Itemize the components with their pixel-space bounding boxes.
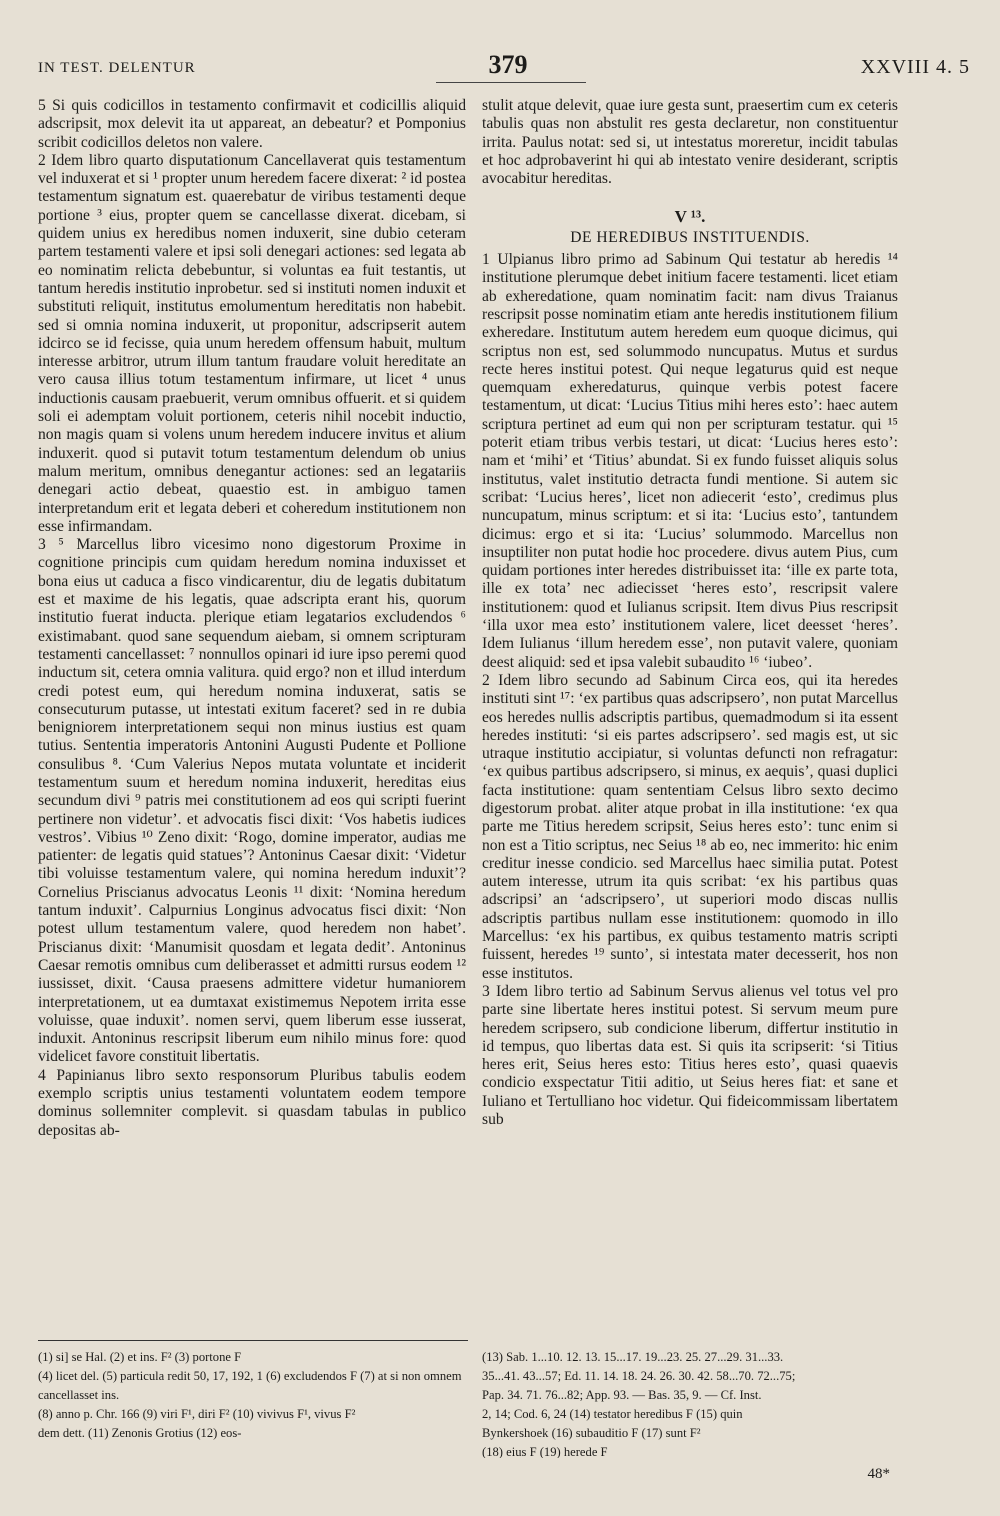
footnote-line: (18) eius F (19) herede F <box>482 1445 608 1458</box>
paragraph: stulit atque delevit, quae iure gesta sunt, praesertim cum ex ceteris tabulis quas non abstulit res gesta declaretur, non constituentur irrita. Paulus notat: sed si, ut intestatus moreretur, incidit tabulas et hoc adprobaverint hi qui ab intestato venire desiderant, scriptis avocabitur hereditas. <box>482 97 898 188</box>
left-footnotes <box>38 1348 466 1458</box>
signature-mark: 48* <box>867 1466 890 1482</box>
footnote-line: (1) si] se Hal. (2) et ins. F² (3) portone F <box>38 1350 242 1364</box>
footnote-line: Pap. 34. 71. 76...82; App. 93. — Bas. 35, 9. — Cf. Inst. <box>482 1388 762 1402</box>
footnote-line: dem dett. (11) Zenonis Grotius (12) eos- <box>38 1426 242 1440</box>
page-number: 379 <box>488 50 528 79</box>
section-reference: XXVIII 4. 5 <box>860 56 970 78</box>
running-header <box>38 50 970 90</box>
paragraph: 2 Idem libro quarto disputationum Cancellaverat quis testamentum vel induxerat et si ¹ propter unum heredem facere dixerat: ² id postea testamentum signatum est. quaerebatur de viribus testamenti deque portione ³ eius, propter quem se cancellasse dixerat. dicebam, si quidem unius ex heredibus nomen induxerit, sine dubio ceteram partem testamenti valere et ipsi soli denegari actiones: sed legata ab eo nominatim relicta debebuntur, si voluntas ea fuit testantis, ut tantum heredis institutio inprobetur. sed si instituti nomen induxit et substituti reliquit, institutus emolumentum hereditatis non habebit. sed si omnia nomina induxerit, ut proponitur, adscripserit autem idcirco se id fecisse, quia unum heredem offensum habuit, multum interesse arbitror, utrum illum tantum fraudare voluit hereditate an vero causa illius totum testamentum infirmare, ut licet ⁴ unus inductionis causam praebuerit, verum omnibus offuerit. et si quidem soli ei ademptam voluit portionem, ceteris nihil nocebit inductio, non magis quam si volens unum heredem inducere invitus et alium induxerit. quod si putavit totum testamentum delendum ob unius malum meritum, omnibus denegantur actiones: sed an legatariis denegari actio debeat, quaestio est. in ambiguo tamen interpretandum erit et legata deberi et coheredum institutionem non esse infirmandam. <box>38 151 466 535</box>
footnote-line: 35...41. 43...57; Ed. 11. 14. 18. 24. 26. 30. 42. 58...70. 72...75; <box>482 1369 796 1383</box>
chapter-number: V ¹³. <box>674 207 706 227</box>
left-text-column <box>38 97 466 1325</box>
header-rule <box>436 82 586 83</box>
right-footnotes <box>482 1348 898 1458</box>
footnote-line: (8) anno p. Chr. 166 (9) viri F¹, diri F² (10) vivivus F¹, vivus F² <box>38 1407 356 1421</box>
paragraph: 2 Idem libro secundo ad Sabinum Circa eos, qui ita heredes instituti sint ¹⁷: ‘ex partibus quas adscripsero’, non putat Marcellus eos heredes nullis adscriptis partibus, quemadmodum si ita essent heredes instituti: ‘si eis partes adscripsero’. sed magis est, ut sic utraque institutio accipiatur, si voluntas defuncti non refragatur: ‘ex quibus partibus adscripsero, si minus, ex aequis’, quasi duplici facta institutione: quam sententiam Celsus libro sexto decimo digestorum probat. aliter atque probat in illa institutione: ‘ex qua parte me Titius heredem scripsit, Seius heres esto’: tunc enim si non est a Titio scriptus, nec Seius ¹⁸ ab eo, nec immerito: hic enim creditur inesse condicio. sed Marcellus haec similia putat. Potest autem interesse, utrum ita quis scribat: ‘ex his partibus quas adscripsi’ an ‘adscripsero’, ut superiori modo discas nullis adscriptis partibus nullam esse institutionem: quomodo in illo Marcellus: ‘ex his partibus, ex quibus testamento matris scripti fuissent, heredes ¹⁹ sunto’, si intestata mater decesserit, hos non esse institutos. <box>482 671 898 982</box>
section-title: IN TEST. DELENTUR <box>38 60 196 76</box>
footnote-line: (4) licet del. (5) particula redit 50, 17, 192, 1 (6) excludendos F (7) at si non omnem cancellasset ins. <box>38 1369 462 1402</box>
footnote-divider <box>38 1340 468 1341</box>
footnote-line: (13) Sab. 1...10. 12. 13. 15...17. 19...23. 25. 27...29. 31...33. <box>482 1350 784 1364</box>
right-text-column <box>482 97 898 1325</box>
chapter-title: DE HEREDIBUS INSTITUENDIS. <box>570 228 810 246</box>
footnote-line: 2, 14; Cod. 6, 24 (14) testator heredibus F (15) quin <box>482 1407 743 1421</box>
paragraph: 1 Ulpianus libro primo ad Sabinum Qui testatur ab heredis ¹⁴ institutione plerumque debet initium facere testamenti. licet etiam ab exheredatione, quam nominatim facit: nam divus Traianus rescripsit posse nominatim etiam ante heredis institutionem filium exheredare. Institutum autem heredem eum quoque dicimus, qui scriptus non est, sed solummodo nuncupatus. Mutus et surdus recte heres institui potest. Qui neque legaturus quid est neque quemquam exheredaturus, quinque verbis potest facere testamentum, ut dicat: ‘Lucius Titius mihi heres esto’: haec autem scriptura pertinet ad eum qui non per scripturam testatur. qui ¹⁵ poterit etiam tribus verbis testari, ut dicat: ‘Lucius heres esto’: nam et ‘mihi’ et ‘Titius’ abundat. Si ex fundo fuisset aliquis solus institutus, valet institutio detracta fundi mentione. Si autem sic scribat: ‘Lucius heres’, licet non adiecerit ‘esto’, credimus plus nuncupatum, minus scriptum: et si ita: ‘Lucius esto’, tantundem dicimus: ergo et si ita: ‘Lucius’ solummodo. Marcellus non insuptiliter non putat hodie hoc procedere. divus autem Pius, cum quidam portiones inter heredes distribuisset ita: ‘ille ex parte tota, ille ex tota’ nec adiecisset ‘heres esto’, rescripsit valere institutionem: quod et Iulianus scripsit. Item divus Pius rescripsit ‘illa uxor mea esto’ institutionem valere, licet deesset ‘heres’. Idem Iulianus ‘illum heredem esse’, non putavit valere, quoniam deest aliquid: sed et ipsa valebit subaudito ¹⁶ ‘iubeo’. <box>482 251 898 671</box>
paragraph: 3 Idem libro tertio ad Sabinum Servus alienus vel totus vel pro parte sine libertate heres institui potest. Si servum meum pure heredem scripsero, sub condicione liberum, differtur institutio in id tempus, quo libertas data est. Si quis ita scripserit: ‘si Titius heres erit, Seius heres esto: Titius heres esto’, quasi quaevis condicio exspectatur Titii aditio, ut Seius heres fiat: et sane et Iuliano et Tertulliano hoc videtur. Qui fideicommissam libertatem sub <box>482 982 898 1129</box>
paragraph: 3 ⁵ Marcellus libro vicesimo nono digestorum Proxime in cognitione principis cum quidam heredum nomina induxisset et bona eius ut caduca a fisco vindicarentur, diu de legatis dubitatum est et maxime de his legatis, quae adscripta erant his, quorum institutio fuerat inducta. plerique etiam legatarios excludendos ⁶ existimabant. quod sane sequendum aiebam, si omnem scripturam testamenti cancellasset: ⁷ nonnullos opinari id iure ipso peremi quod inductum sit, cetera omnia valitura. quid ergo? non et illud interdum credi potest eum, qui heredum nomina induxerat, satis se consecuturum putasse, ut intestati exitum faceret? sed in re dubia benigniorem interpretationem sequi non minus iustius est quam tutius. Sententia imperatoris Antonini Augusti Pudente et Pollione consulibus ⁸. ‘Cum Valerius Nepos mutata voluntate et inciderit testamentum suum et heredum nomina induxerit, hereditas eius secundum divi ⁹ patris mei constitutionem ad eos qui scripti fuerint pertinere non videtur’. et advocatis fisci dixit: ‘Vos habetis iudices vestros’. Vibius ¹⁰ Zeno dixit: ‘Rogo, domine imperator, audias me patienter: de legatis quid statues’? Antoninus Caesar dixit: ‘Videtur tibi voluisse testamentum valere, qui nomina heredum induxit’? Cornelius Priscianus advocatus Leonis ¹¹ dixit: ‘Nomina heredum tantum induxit’. Calpurnius Longinus advocatus fisci dixit: ‘Non potest ullum testamentum valere, quod heredem non habet’. Priscianus dixit: ‘Manumisit quosdam et legata dedit’. Antoninus Caesar remotis omnibus cum deliberasset et admitti rursus eodem ¹² iussisset, dixit. ‘Causa praesens admittere videtur humaniorem interpretationem, ut ea dumtaxat existimemus Nepotem irrita esse voluisse, quae induxit’. nomen servi, quem liberum esse iusserat, induxit. Antoninus rescripsit liberum eum nihilo minus fore: quod videlicet favore constituit libertatis. <box>38 536 466 1066</box>
paragraph: 4 Papinianus libro sexto responsorum Pluribus tabulis eodem exemplo scriptis unius testamenti voluntatem eodem tempore dominus sollemniter complevit. si quasdam tabulas in publico depositas ab- <box>38 1066 466 1139</box>
paragraph: 5 Si quis codicillos in testamento confirmavit et codicillis aliquid adscripsit, mox delevit ita ut appareat, an debeatur? et Pomponius scribit codicillos deletos non valere. <box>38 97 466 151</box>
footnote-line: Bynkershoek (16) subauditio F (17) sunt F² <box>482 1426 701 1440</box>
